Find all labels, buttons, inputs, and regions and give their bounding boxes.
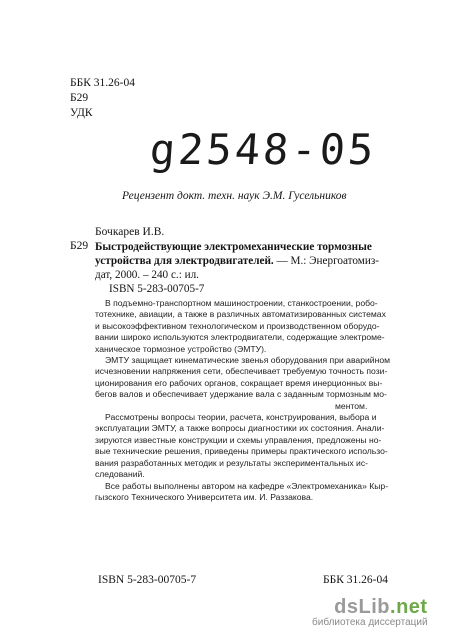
watermark-subtitle: библиотека диссертаций: [312, 617, 428, 628]
abstract-line: Все работы выполнены автором на кафедре «Электромеханика» Кыр-: [105, 480, 389, 491]
shelf-mark: Б29: [70, 240, 89, 252]
udk-code: УДК: [70, 107, 93, 119]
abstract-line: В подъемно-транспортном машиностроении, станкостроении, робо-: [105, 298, 378, 308]
abstract-line: зируются известные конструкции и схемы управления, предложены но-: [95, 434, 382, 445]
abstract-line: ментом.: [335, 400, 368, 411]
abstract-line: тотехнике, авиации, а также в различных автоматизированных системах: [95, 309, 386, 320]
abstract-line: ханическое тормозное устройство (ЭМТУ).: [95, 343, 267, 354]
abstract-line: вания разработанных методик и результаты экспериментальных ис-: [95, 457, 368, 468]
abstract-line: ЭМТУ защищает кинематические звенья оборудования при аварийном: [105, 355, 391, 366]
abstract: [95, 298, 403, 503]
abstract-line: вании широко используются электродвигатели, содержащие электроме-: [95, 332, 385, 343]
handwritten-inventory-number: g2548-05: [148, 125, 379, 174]
abstract-line: Рассмотрены вопросы теории, расчета, конструирования, выбора и: [105, 412, 377, 423]
abstract-line: ционирования его рабочих органов, сокращает время инерционных вы-: [95, 377, 383, 388]
reviewer-line: Рецензент докт. техн. наук Э.М. Гусельников: [122, 190, 347, 202]
footer-isbn: ISBN 5-283-00705-7: [98, 574, 197, 586]
bib-title-line-1: Быстродействующие электромеханические тормозные: [95, 241, 372, 253]
shelf-code: Б29: [70, 92, 89, 104]
top-codes: [70, 76, 135, 121]
abstract-line: следований.: [95, 469, 145, 480]
bib-publisher-part: — М.: Энергоатомиз-: [276, 255, 379, 267]
abstract-line: исчезновении напряжения сети, обеспечивает требуемую точность пози-: [95, 366, 388, 377]
bib-isbn: ISBN 5-283-00705-7: [109, 283, 205, 295]
bib-title-line-2: устройства для электродвигателей. — М.: Энергоатомиз-: [95, 255, 379, 267]
abstract-line: и высокоэффективном технологическом и производственном оборудо-: [95, 320, 380, 331]
dslib-watermark[interactable]: [312, 596, 428, 628]
watermark-brand: dsLib.net: [334, 596, 428, 618]
footer-bbk: ББК 31.26-04: [323, 574, 388, 586]
author-name: Бочкарев И.В.: [95, 226, 165, 238]
abstract-line: эксплуатации ЭМТУ, а также вопросы диагностики их состояния. Анали-: [95, 423, 385, 434]
bibliographic-entry: [95, 240, 395, 296]
abstract-line: гызского Технического Университета им. И. Раззакова.: [95, 491, 314, 502]
bbk-code: ББК 31.26-04: [70, 77, 135, 89]
abstract-line: бегов валов и обеспечивает удержание вала с заданным тормозным мо-: [95, 389, 387, 400]
bib-publisher-line: дат, 2000. – 240 с.: ил.: [95, 269, 199, 281]
abstract-line: вые технические решения, приведены примеры практического использо-: [95, 446, 388, 457]
